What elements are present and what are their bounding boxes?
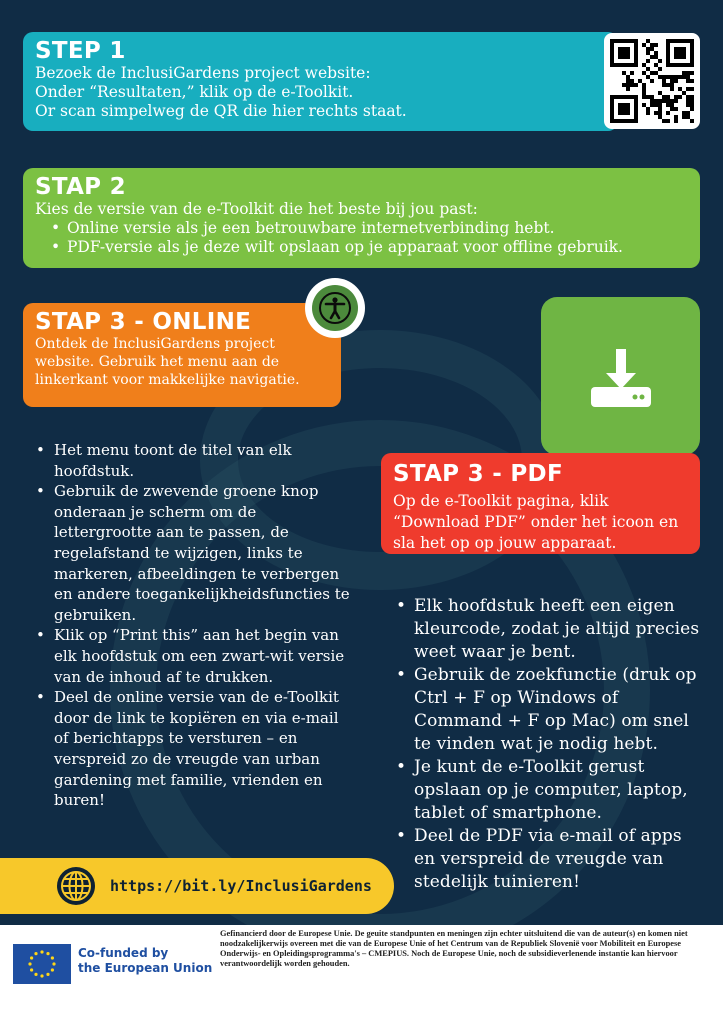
step-3-online-box: [23, 303, 341, 407]
list-item: • Het menu toont de titel van elk hoofdstuk.: [32, 440, 350, 481]
list-item: • PDF-versie als je deze wilt opslaan op je apparaat voor offline gebruik.: [35, 238, 688, 257]
cofunded-line: the European Union: [78, 961, 213, 975]
step-2-title: STAP 2: [35, 174, 126, 200]
list-item: • Gebruik de zoekfunctie (druk op Ctrl + F op Windows of Command + F op Mac) om snel te vinden wat je nodig hebt.: [392, 664, 702, 756]
step-1-line: Onder “Resultaten,” klik op de e-Toolkit.: [35, 83, 354, 101]
step-1-box: [23, 32, 618, 131]
step-2-list: [35, 219, 688, 257]
website-link[interactable]: https://bit.ly/InclusiGardens: [110, 877, 372, 895]
step-1-title: STEP 1: [35, 38, 126, 64]
list-item: • Online versie als je een betrouwbare internetverbinding hebt.: [35, 219, 688, 238]
step-1-line: Or scan simpelweg de QR die hier rechts staat.: [35, 102, 407, 120]
accessibility-icon: [305, 278, 365, 338]
list-item: • Deel de online versie van de e-Toolkit door de link te kopiëren en via e-mail of berichtapps te versturen – en verspreid zo de vreugde van urban gardening met familie, vrienden en buren!: [32, 687, 350, 811]
online-tips-list: [32, 440, 350, 811]
disclaimer-text: Gefinancierd door de Europese Unie. De geuite standpunten en meningen zijn echter uitsluitend die van de auteur(s) en komen niet noodzakelijkerwijs overeen met die van de Europese Unie of het Centrum van de Republiek Slovenië voor Mobiliteit en Europese Onderwijs- en Opleidingsprogramma's – CMEPIUS. Noch de Europese Unie, noch de subsidieverlenende instantie kan hiervoor verantwoordelijk worden gehouden.: [220, 929, 688, 968]
step-3-pdf-text: Op de e-Toolkit pagina, klik “Download PDF” onder het icoon en sla het op op jouw apparaat.: [393, 492, 679, 552]
list-item: • Klik op “Print this” aan het begin van elk hoofdstuk om een zwart-wit versie van de inhoud af te drukken.: [32, 625, 350, 687]
step-3-online-text: Ontdek de InclusiGardens project website. Gebruik het menu aan de linkerkant voor makkelijke navigatie.: [35, 336, 300, 388]
step-3-online-title: STAP 3 - ONLINE: [35, 309, 252, 335]
globe-icon: [56, 866, 96, 906]
list-item: • Je kunt de e-Toolkit gerust opslaan op je computer, laptop, tablet of smartphone.: [392, 756, 702, 825]
step-2-intro: Kies de versie van de e-Toolkit die het beste bij jou past:: [35, 200, 478, 218]
step-3-pdf-title: STAP 3 - PDF: [393, 461, 563, 487]
footer: [0, 925, 723, 1024]
list-item: • Deel de PDF via e-mail of apps en verspreid de vreugde van stedelijk tuinieren!: [392, 825, 702, 894]
eu-flag-icon: [13, 944, 71, 984]
cofunded-line: Co-funded by: [78, 946, 169, 960]
qr-code-icon[interactable]: [604, 33, 700, 129]
step-1-line: Bezoek de InclusiGardens project website:: [35, 64, 371, 82]
link-bar: [0, 858, 394, 914]
pdf-tips-list: [392, 595, 702, 894]
cofunded-label: [78, 946, 218, 976]
list-item: • Gebruik de zwevende groene knop onderaan je scherm om de lettergrootte aan te passen, de regelafstand te wijzigen, links te markeren, afbeeldingen te verbergen en andere toegankelijkheidsfuncties te gebruiken.: [32, 481, 350, 625]
list-item: • Elk hoofdstuk heeft een eigen kleurcode, zodat je altijd precies weet waar je bent.: [392, 595, 702, 664]
step-2-box: [23, 168, 700, 268]
step-3-pdf-box: [381, 453, 700, 554]
download-icon[interactable]: [541, 297, 700, 455]
